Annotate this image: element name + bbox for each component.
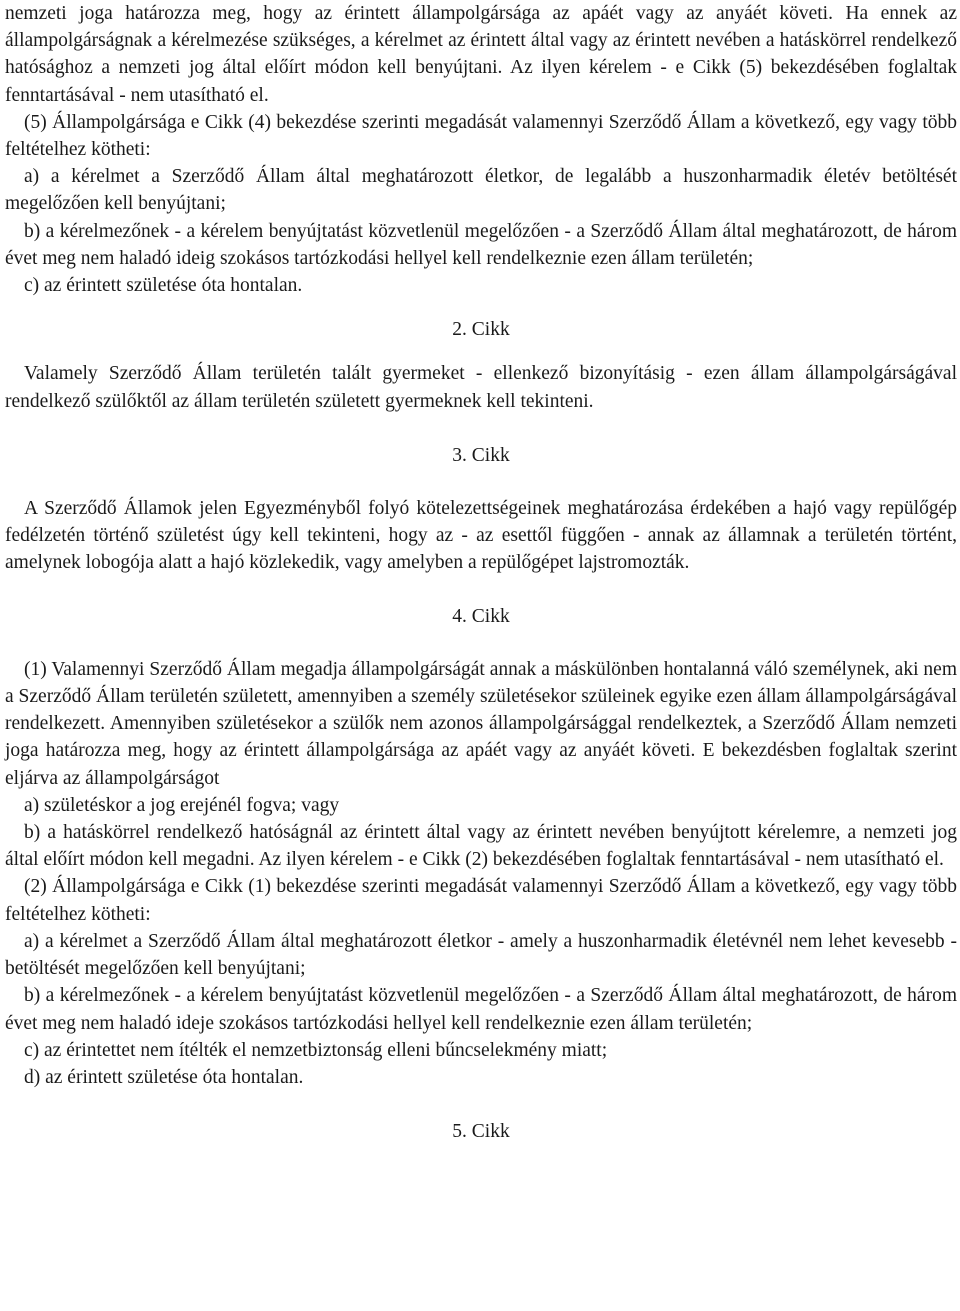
paragraph-art4-2b: b) a kérelmezőnek - a kérelem benyújtatást közvetlenül megelőzően - a Szerződő Állam által meghatározott, de három évet meg nem haladó ideje szokásos tartózkodási hellyel kell rendelkeznie ezen állam területén; (5, 985, 957, 1034)
paragraph-art4-2d: d) az érintett születése óta hontalan. (24, 1066, 304, 1088)
article-heading-4: 4. Cikk (452, 605, 510, 627)
paragraph-art1-5a: a) a kérelmet a Szerződő Állam által meghatározott életkor, de legalább a huszonharmadik életév betöltését megelőzően kell benyújtani; (5, 166, 957, 215)
article-heading-3: 3. Cikk (452, 444, 510, 466)
paragraph-art1-5: (5) Állampolgársága e Cikk (4) bekezdése szerinti megadását valamennyi Szerződő Állam a következő, egy vagy több feltételhez kötheti: (5, 111, 957, 161)
paragraph-art2: Valamely Szerződő Állam területén talált gyermeket - ellenkező bizonyításig - ezen állam állampolgárságával rendelkező szülőktől az állam területén született gyermeknek kell tekinteni. (5, 363, 957, 412)
article-heading-2: 2. Cikk (452, 319, 510, 341)
paragraph-art4-2a: a) a kérelmet a Szerződő Állam által meghatározott életkor - amely a huszonharmadik életévnél nem lehet kevesebb - betöltését megelőzően kell benyújtani; (5, 930, 957, 980)
paragraph-art3: A Szerződő Államok jelen Egyezményből folyó kötelezettségeinek meghatározása érdekében a hajó vagy repülőgép fedélzetén történő születést úgy kell tekinteni, hogy az - az esettől függően - annak az államnak a területén történt, amelynek lobogója alatt a hajó közlekedik, vagy amelyben a repülőgépet lajstromozták. (5, 498, 957, 574)
paragraph-art4-2: (2) Állampolgársága e Cikk (1) bekezdése szerinti megadását valamennyi Szerződő Állam a következő, egy vagy több feltételhez kötheti: (5, 876, 957, 925)
paragraph-art4-1b: b) a hatáskörrel rendelkező hatóságnál az érintett által vagy az érintett nevében benyújtott kérelemre, a nemzeti jog által előírt módon kell megadni. Az ilyen kérelem - e Cikk (2) bekezdésében foglaltak fenntartásával - nem utasítható el. (5, 822, 957, 871)
document-page (5, 0, 957, 1145)
paragraph-art4-1a: a) születéskor a jog erejénél fogva; vagy (24, 794, 340, 816)
paragraph-art1-5b: b) a kérelmezőnek - a kérelem benyújtatást közvetlenül megelőzően - a Szerződő Állam által meghatározott, de három évet meg nem haladó ideig szokásos tartózkodási hellyel kell rendelkeznie ezen állam területén; (5, 220, 957, 269)
paragraph-art4-2c: c) az érintettet nem ítélték el nemzetbiztonság elleni bűncselekmény miatt; (24, 1039, 608, 1061)
article-heading-5: 5. Cikk (452, 1121, 510, 1143)
paragraph-art1-5c: c) az érintett születése óta hontalan. (24, 275, 303, 297)
paragraph-continuation: nemzeti joga határozza meg, hogy az érintett állampolgársága az apáét vagy az anyáét követi. Ha ennek az állampolgárságnak a kérelmezése szükséges, a kérelmet az érintett által vagy az érintett nevében a hatáskörrel rendelkező hatósághoz a nemzeti jog által előírt módon kell benyújtani. Az ilyen kérelem - e Cikk (5) bekezdésében foglaltak fenntartásával - nem utasítható el. (5, 3, 957, 106)
paragraph-art4-1: (1) Valamennyi Szerződő Állam megadja állampolgárságát annak a máskülönben hontalanná váló személynek, aki nem a Szerződő Állam területén született, amennyiben a személy születésekor szüleinek egyike ezen állam állampolgárságával rendelkezett. Amennyiben születésekor a szülők nem azonos állampolgársággal rendelkeztek, a Szerződő Állam nemzeti joga határozza meg, hogy az érintett állampolgársága az apáét vagy az anyáét követi. E bekezdésben foglaltak szerint eljárva az állampolgárságot (5, 658, 957, 789)
